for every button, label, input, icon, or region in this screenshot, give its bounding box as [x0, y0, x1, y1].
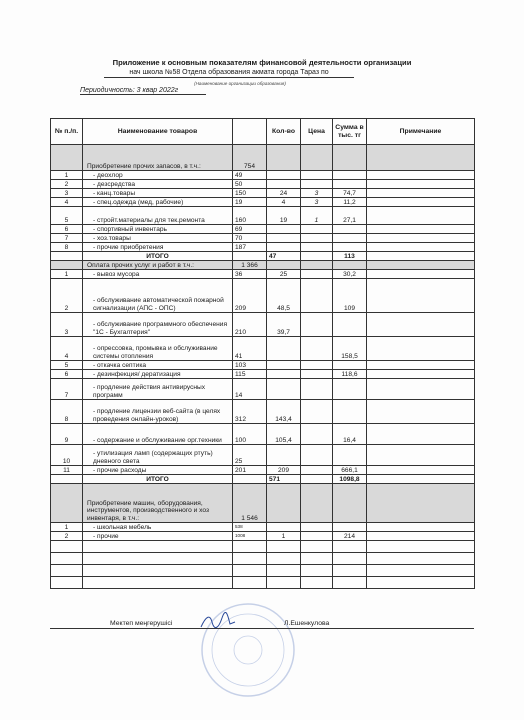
section-header-row: [51, 484, 475, 523]
row-price: [301, 279, 333, 313]
table-row: [51, 361, 475, 370]
row-qty: [267, 523, 301, 532]
col-header-sum: Сумма в тыс. тг: [333, 119, 367, 145]
table-row: [51, 243, 475, 252]
row-note: [367, 279, 475, 313]
table-row: [51, 225, 475, 234]
row-plan: 210: [233, 313, 267, 337]
total-no: [51, 475, 83, 484]
empty-cell: [233, 541, 267, 553]
row-qty: 143,4: [267, 400, 301, 424]
row-sum: [333, 180, 367, 189]
row-price: [301, 445, 333, 466]
row-name: - дезсредства: [83, 180, 233, 189]
row-note: [367, 189, 475, 198]
row-no: 3: [51, 189, 83, 198]
row-note: [367, 225, 475, 234]
empty-cell: [367, 553, 475, 565]
row-qty: 19: [267, 207, 301, 225]
empty-cell: [51, 541, 83, 553]
signatory-name: Л.Ешенкулова: [284, 620, 330, 627]
total-sum: 1098,8: [333, 475, 367, 484]
row-no: 3: [51, 313, 83, 337]
row-sum: 109: [333, 279, 367, 313]
row-no: 4: [51, 198, 83, 207]
row-note: [367, 445, 475, 466]
empty-cell: [301, 553, 333, 565]
empty-cell: [301, 577, 333, 589]
row-note: [367, 370, 475, 379]
row-plan: 49: [233, 171, 267, 180]
total-price: [301, 252, 333, 261]
section-note: [367, 261, 475, 270]
section-sum: [333, 261, 367, 270]
table-row: [51, 337, 475, 361]
row-plan: 19: [233, 198, 267, 207]
row-plan: 103: [233, 361, 267, 370]
row-price: [301, 361, 333, 370]
row-no: 1: [51, 171, 83, 180]
row-plan: 25: [233, 445, 267, 466]
section-amount: 754: [233, 145, 267, 171]
total-qty: 571: [267, 475, 301, 484]
row-qty: [267, 379, 301, 400]
row-plan: 160: [233, 207, 267, 225]
row-plan: 209: [233, 279, 267, 313]
table-body: [51, 145, 475, 589]
table-row: [51, 279, 475, 313]
section-qty: [267, 484, 301, 523]
section-title: Приобретение прочих запасов, в т.ч.:: [83, 145, 233, 171]
row-qty: 209: [267, 466, 301, 475]
row-no: 5: [51, 361, 83, 370]
row-name: - утилизация ламп (содержащих ртуть) дневного света: [83, 445, 233, 466]
row-sum: [333, 361, 367, 370]
row-qty: [267, 171, 301, 180]
empty-cell: [83, 541, 233, 553]
row-qty: [267, 361, 301, 370]
row-note: [367, 379, 475, 400]
row-price: [301, 379, 333, 400]
row-sum: 16,4: [333, 424, 367, 445]
row-price: 3: [301, 198, 333, 207]
row-note: [367, 243, 475, 252]
row-plan: 69: [233, 225, 267, 234]
row-name: - стройт.материалы для тек.ремонта: [83, 207, 233, 225]
row-no: 2: [51, 180, 83, 189]
row-name: - школьная мебель: [83, 523, 233, 532]
row-no: 1: [51, 523, 83, 532]
organization-caption: (Наименование организации образования): [194, 81, 286, 86]
row-price: [301, 337, 333, 361]
row-sum: [333, 225, 367, 234]
table-row: [51, 424, 475, 445]
row-qty: [267, 243, 301, 252]
row-price: [301, 243, 333, 252]
row-price: [301, 466, 333, 475]
row-note: [367, 207, 475, 225]
row-qty: [267, 234, 301, 243]
row-plan: 70: [233, 234, 267, 243]
section-price: [301, 261, 333, 270]
section-title: Приобретение машин, оборудования, инструментов, производственного и хоз инвентаря, в т.ч.:: [83, 484, 233, 523]
row-price: [301, 180, 333, 189]
row-sum: [333, 379, 367, 400]
row-plan: 312: [233, 400, 267, 424]
row-price: [301, 313, 333, 337]
row-qty: 1: [267, 532, 301, 541]
row-price: [301, 370, 333, 379]
section-header-row: [51, 145, 475, 171]
table-row: [51, 189, 475, 198]
row-qty: 48,5: [267, 279, 301, 313]
empty-cell: [51, 553, 83, 565]
row-no: 1: [51, 270, 83, 279]
table-row: [51, 466, 475, 475]
row-sum: 27,1: [333, 207, 367, 225]
row-note: [367, 234, 475, 243]
empty-cell: [51, 565, 83, 577]
total-qty: 47: [267, 252, 301, 261]
row-sum: 30,2: [333, 270, 367, 279]
row-name: - дезинфекция/ дератизация: [83, 370, 233, 379]
row-sum: [333, 243, 367, 252]
row-qty: [267, 337, 301, 361]
table-row: [51, 523, 475, 532]
table-row: [51, 313, 475, 337]
signature-role: Мектеп меңгерушісі: [110, 620, 173, 627]
row-no: 5: [51, 207, 83, 225]
row-name: - содержание и обслуживание орг.техники: [83, 424, 233, 445]
row-sum: [333, 523, 367, 532]
total-plan: [233, 252, 267, 261]
row-sum: 666,1: [333, 466, 367, 475]
table-row: [51, 207, 475, 225]
section-header-row: [51, 261, 475, 270]
empty-cell: [301, 565, 333, 577]
total-label: ИТОГО: [83, 252, 233, 261]
section-note: [367, 145, 475, 171]
row-plan: 538: [233, 523, 267, 532]
empty-row: [51, 577, 475, 589]
row-plan: 1008: [233, 532, 267, 541]
empty-cell: [83, 553, 233, 565]
row-note: [367, 171, 475, 180]
row-sum: 158,5: [333, 337, 367, 361]
row-note: [367, 400, 475, 424]
section-price: [301, 484, 333, 523]
empty-cell: [333, 553, 367, 565]
row-price: [301, 523, 333, 532]
row-no: 10: [51, 445, 83, 466]
table-header-row: [51, 119, 475, 145]
row-name: - хоз.товары: [83, 234, 233, 243]
row-sum: [333, 445, 367, 466]
empty-cell: [267, 553, 301, 565]
document-title: Приложение к основным показателям финансовой деятельности организации: [112, 58, 412, 67]
section-amount: 1 546: [233, 484, 267, 523]
section-note: [367, 484, 475, 523]
row-note: [367, 532, 475, 541]
section-no: [51, 261, 83, 270]
empty-cell: [333, 577, 367, 589]
row-note: [367, 313, 475, 337]
row-sum: [333, 234, 367, 243]
col-header-price: Цена: [301, 119, 333, 145]
row-name: - опрессовка, промывка и обслуживание системы отопления: [83, 337, 233, 361]
row-no: 6: [51, 370, 83, 379]
row-name: - обслуживание программного обеспечения "1С - Бухгалтерия": [83, 313, 233, 337]
row-plan: 36: [233, 270, 267, 279]
reporting-period: Периодичность: 3 квар 2022г: [80, 87, 206, 95]
row-plan: 100: [233, 424, 267, 445]
row-name: - спец.одежда (мед, рабочие): [83, 198, 233, 207]
table-row: [51, 234, 475, 243]
col-header-qty: Кол-во: [267, 119, 301, 145]
row-sum: 11,2: [333, 198, 367, 207]
row-no: 2: [51, 532, 83, 541]
total-row: [51, 252, 475, 261]
expenses-table: [50, 118, 475, 589]
empty-cell: [83, 577, 233, 589]
empty-cell: [83, 565, 233, 577]
section-amount: 1 366: [233, 261, 267, 270]
row-no: 11: [51, 466, 83, 475]
table-row: [51, 379, 475, 400]
empty-cell: [267, 565, 301, 577]
row-price: [301, 270, 333, 279]
row-sum: 118,6: [333, 370, 367, 379]
row-qty: [267, 225, 301, 234]
row-price: [301, 400, 333, 424]
col-header-plan: [233, 119, 267, 145]
row-plan: 201: [233, 466, 267, 475]
row-name: - спортивный инвентарь: [83, 225, 233, 234]
row-name: - продление действия антивирусных программ: [83, 379, 233, 400]
row-price: [301, 424, 333, 445]
row-sum: [333, 171, 367, 180]
section-price: [301, 145, 333, 171]
row-price: 1: [301, 207, 333, 225]
section-no: [51, 484, 83, 523]
empty-cell: [267, 577, 301, 589]
total-note: [367, 475, 475, 484]
row-sum: 214: [333, 532, 367, 541]
empty-cell: [267, 541, 301, 553]
empty-cell: [367, 565, 475, 577]
row-sum: 74,7: [333, 189, 367, 198]
col-header-no: № п./п.: [51, 119, 83, 145]
empty-cell: [301, 541, 333, 553]
row-price: [301, 532, 333, 541]
row-note: [367, 270, 475, 279]
row-price: 3: [301, 189, 333, 198]
row-note: [367, 198, 475, 207]
row-no: 7: [51, 234, 83, 243]
row-no: 8: [51, 243, 83, 252]
table-row: [51, 198, 475, 207]
row-sum: [333, 400, 367, 424]
row-plan: 41: [233, 337, 267, 361]
section-sum: [333, 484, 367, 523]
row-qty: [267, 370, 301, 379]
row-no: 2: [51, 279, 83, 313]
empty-cell: [51, 577, 83, 589]
row-plan: 187: [233, 243, 267, 252]
row-name: - продление лицензии веб-сайта (в целях проведения онлайн-уроков): [83, 400, 233, 424]
row-sum: [333, 313, 367, 337]
row-name: - откачка септика: [83, 361, 233, 370]
empty-row: [51, 553, 475, 565]
handwritten-signature-icon: [198, 612, 238, 632]
row-price: [301, 225, 333, 234]
total-note: [367, 252, 475, 261]
table-row: [51, 532, 475, 541]
col-header-note: Примечание: [367, 119, 475, 145]
row-plan: 14: [233, 379, 267, 400]
table-row: [51, 445, 475, 466]
row-plan: 50: [233, 180, 267, 189]
organization-name: нач школа №58 Отдела образования акмата города Тараз по: [104, 69, 354, 78]
row-note: [367, 180, 475, 189]
row-note: [367, 337, 475, 361]
row-no: 9: [51, 424, 83, 445]
section-qty: [267, 145, 301, 171]
row-no: 7: [51, 379, 83, 400]
table-row: [51, 370, 475, 379]
empty-cell: [367, 541, 475, 553]
row-qty: [267, 445, 301, 466]
total-price: [301, 475, 333, 484]
row-no: 4: [51, 337, 83, 361]
section-qty: [267, 261, 301, 270]
row-qty: 25: [267, 270, 301, 279]
row-name: - канц.товары: [83, 189, 233, 198]
total-row: [51, 475, 475, 484]
row-plan: 115: [233, 370, 267, 379]
empty-row: [51, 565, 475, 577]
row-qty: 24: [267, 189, 301, 198]
row-qty: 39,7: [267, 313, 301, 337]
row-name: - обслуживание автоматической пожарной сигнализации (АПС - ОПС): [83, 279, 233, 313]
empty-row: [51, 541, 475, 553]
row-no: 8: [51, 400, 83, 424]
empty-cell: [233, 553, 267, 565]
section-no: [51, 145, 83, 171]
row-qty: 105,4: [267, 424, 301, 445]
table-row: [51, 180, 475, 189]
table-row: [51, 270, 475, 279]
row-qty: 4: [267, 198, 301, 207]
row-note: [367, 466, 475, 475]
table-row: [51, 171, 475, 180]
section-sum: [333, 145, 367, 171]
total-plan: [233, 475, 267, 484]
empty-cell: [333, 565, 367, 577]
row-note: [367, 424, 475, 445]
table-row: [51, 400, 475, 424]
row-name: - прочие расходы: [83, 466, 233, 475]
empty-cell: [333, 541, 367, 553]
col-header-name: Наименование товаров: [83, 119, 233, 145]
row-price: [301, 234, 333, 243]
row-plan: 150: [233, 189, 267, 198]
total-sum: 113: [333, 252, 367, 261]
row-qty: [267, 180, 301, 189]
row-note: [367, 361, 475, 370]
empty-cell: [367, 577, 475, 589]
total-no: [51, 252, 83, 261]
row-name: - деохлор: [83, 171, 233, 180]
row-no: 6: [51, 225, 83, 234]
row-name: - прочие: [83, 532, 233, 541]
row-note: [367, 523, 475, 532]
total-label: ИТОГО: [83, 475, 233, 484]
empty-cell: [233, 565, 267, 577]
section-title: Оплата прочих услуг и работ в т.ч.:: [83, 261, 233, 270]
row-name: - прочие приобретения: [83, 243, 233, 252]
row-price: [301, 171, 333, 180]
row-name: - вывоз мусора: [83, 270, 233, 279]
empty-cell: [233, 577, 267, 589]
